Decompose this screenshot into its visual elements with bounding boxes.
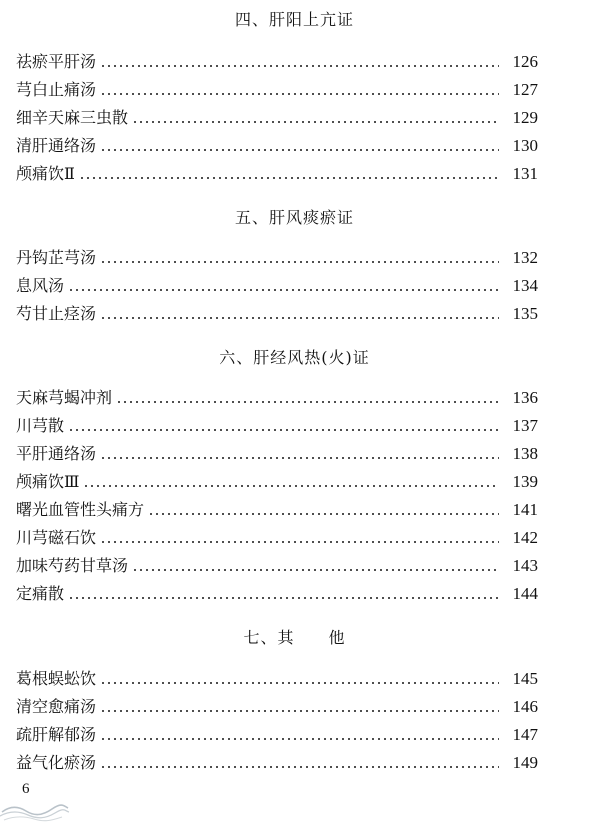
toc-entry[interactable]: [16, 752, 538, 774]
section-heading: 五、肝风痰瘀证: [234, 208, 354, 227]
toc-entry[interactable]: [16, 303, 538, 325]
dot-leader: [100, 725, 499, 741]
dot-leader: [132, 556, 499, 572]
toc-entry[interactable]: [16, 443, 538, 465]
entry-title: 颅痛饮Ⅲ: [16, 472, 80, 491]
dot-leader: [100, 753, 499, 769]
toc-entry[interactable]: [16, 499, 538, 521]
entry-page-number: 145: [512, 669, 538, 688]
entry-title: 芍甘止痉汤: [16, 304, 97, 323]
toc-entry[interactable]: [16, 668, 538, 690]
entry-title: 疏肝解郁汤: [16, 725, 97, 744]
section-heading: 六、肝经风热(火)证: [219, 348, 370, 367]
entry-title: 葛根蜈蚣饮: [16, 669, 97, 688]
dot-leader: [100, 304, 499, 320]
entry-title: 息风汤: [16, 276, 65, 295]
toc-entry[interactable]: [16, 135, 538, 157]
toc-entry[interactable]: [16, 724, 538, 746]
entry-title: 益气化瘀汤: [16, 753, 97, 772]
entry-page-number: 137: [512, 416, 538, 435]
dot-leader: [100, 136, 499, 152]
entry-page-number: 147: [512, 725, 538, 744]
entry-page-number: 132: [512, 248, 538, 267]
dot-leader: [68, 584, 499, 600]
toc-entry[interactable]: [16, 247, 538, 269]
entry-page-number: 141: [512, 500, 538, 519]
entry-page-number: 130: [512, 136, 538, 155]
dot-leader: [100, 528, 499, 544]
dot-leader: [83, 472, 499, 488]
entry-title: 颅痛饮Ⅱ: [16, 164, 75, 183]
entry-title: 天麻芎蝎冲剂: [16, 388, 113, 407]
entry-page-number: 144: [512, 584, 538, 603]
entry-page-number: 149: [512, 753, 538, 772]
page-number: 6: [22, 781, 30, 797]
dot-leader: [100, 248, 499, 264]
toc-entry[interactable]: [16, 583, 538, 605]
entry-page-number: 129: [512, 108, 538, 127]
dot-leader: [100, 444, 499, 460]
toc-entry[interactable]: [16, 275, 538, 297]
entry-title: 祛瘀平肝汤: [16, 52, 97, 71]
toc-entry[interactable]: [16, 163, 538, 185]
dot-leader: [100, 52, 499, 68]
toc-entry[interactable]: [16, 415, 538, 437]
entry-title: 曙光血管性头痛方: [16, 500, 145, 519]
entry-page-number: 139: [512, 472, 538, 491]
entry-page-number: 136: [512, 388, 538, 407]
entry-page-number: 138: [512, 444, 538, 463]
dot-leader: [79, 164, 499, 180]
toc-entry[interactable]: [16, 79, 538, 101]
dot-leader: [148, 500, 499, 516]
entry-title: 清肝通络汤: [16, 136, 97, 155]
dot-leader: [68, 416, 499, 432]
entry-page-number: 134: [512, 276, 538, 295]
toc-entry[interactable]: [16, 527, 538, 549]
section-heading: 七、其 他: [243, 628, 346, 647]
entry-page-number: 146: [512, 697, 538, 716]
dot-leader: [100, 697, 499, 713]
dot-leader: [68, 276, 499, 292]
toc-entry[interactable]: [16, 107, 538, 129]
entry-title: 加味芍药甘草汤: [16, 556, 129, 575]
dot-leader: [116, 388, 499, 404]
entry-title: 丹钩芷芎汤: [16, 248, 97, 267]
entry-page-number: 127: [512, 80, 538, 99]
toc-entry[interactable]: [16, 51, 538, 73]
entry-title: 细辛天麻三虫散: [16, 108, 129, 127]
entry-title: 芎白止痛汤: [16, 80, 97, 99]
entry-title: 川芎磁石饮: [16, 528, 97, 547]
toc-entry[interactable]: [16, 696, 538, 718]
entry-title: 平肝通络汤: [16, 444, 97, 463]
dot-leader: [100, 669, 499, 685]
toc-entry[interactable]: [16, 471, 538, 493]
wave-ornament-icon: [0, 800, 70, 822]
entry-title: 定痛散: [16, 584, 65, 603]
entry-page-number: 126: [512, 52, 538, 71]
dot-leader: [132, 108, 499, 124]
toc-entry[interactable]: [16, 555, 538, 577]
entry-page-number: 131: [512, 164, 538, 183]
entry-title: 川芎散: [16, 416, 65, 435]
section-heading: 四、肝阳上亢证: [234, 10, 354, 29]
entry-page-number: 135: [512, 304, 538, 323]
entry-page-number: 142: [512, 528, 538, 547]
dot-leader: [100, 80, 499, 96]
entry-page-number: 143: [512, 556, 538, 575]
entry-title: 清空愈痛汤: [16, 697, 97, 716]
toc-entry[interactable]: [16, 387, 538, 409]
